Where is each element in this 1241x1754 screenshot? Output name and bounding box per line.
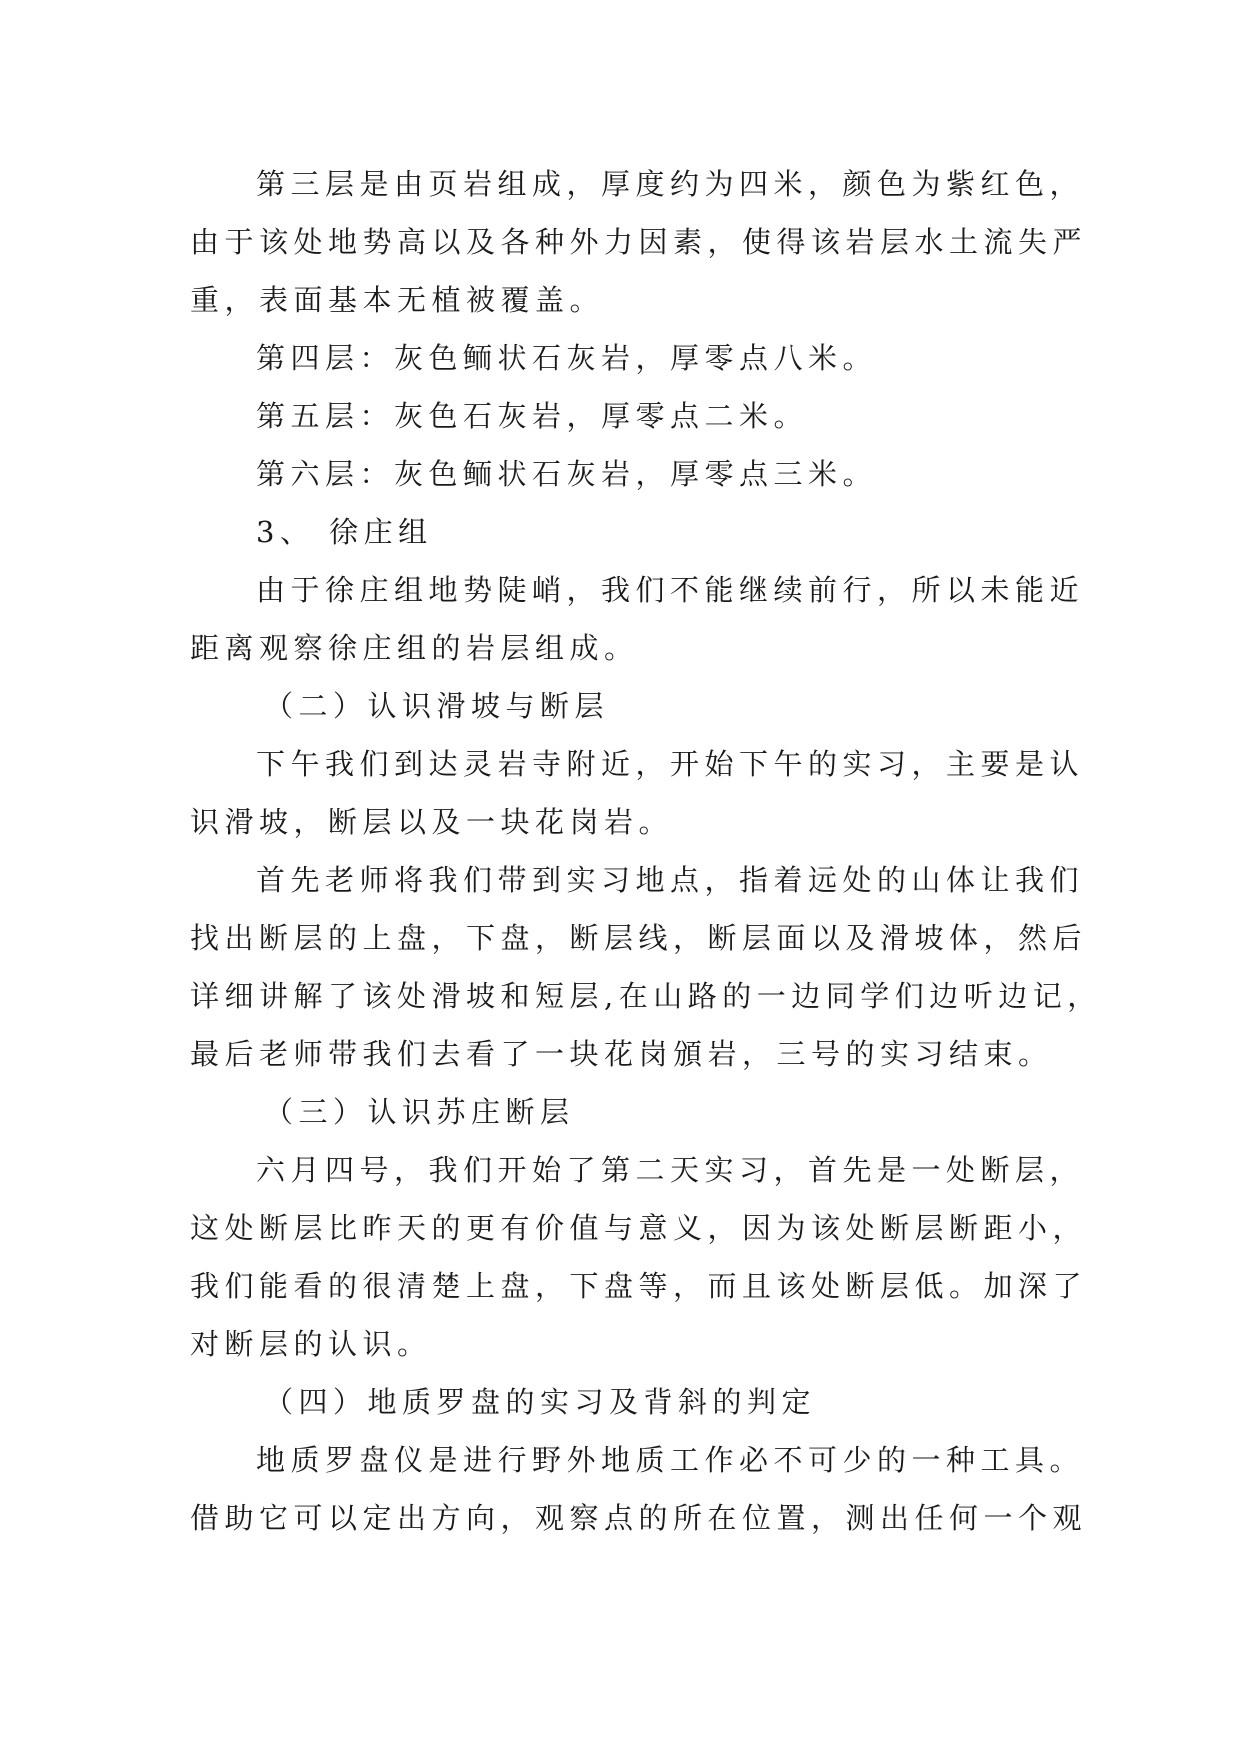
paragraph-line: 首先老师将我们带到实习地点，指着远处的山体让我们 (256, 863, 1085, 897)
paragraph-line: 由于该处地势高以及各种外力因素，使得该岩层水土流失严 (190, 225, 1088, 259)
paragraph-line: 识滑坡，断层以及一块花岗岩。 (190, 805, 674, 839)
section-heading: （三）认识苏庄断层 (264, 1095, 575, 1129)
paragraph-line: 第六层：灰色鲕状石灰岩，厚零点三米。 (256, 457, 878, 491)
paragraph-line: 第三层是由页岩组成，厚度约为四米，颜色为紫红色， (256, 167, 1085, 201)
paragraph-line: 找出断层的上盘，下盘，断层线，断层面以及滑坡体，然后 (190, 921, 1088, 955)
paragraph-line: 第四层：灰色鲕状石灰岩，厚零点八米。 (256, 341, 878, 375)
section-heading: （四）地质罗盘的实习及背斜的判定 (264, 1385, 817, 1419)
paragraph-line: 第五层：灰色石灰岩，厚零点二米。 (256, 399, 809, 433)
paragraph-line: 由于徐庄组地势陡峭，我们不能继续前行，所以未能近 (256, 573, 1085, 607)
paragraph-line: 最后老师带我们去看了一块花岗頒岩，三号的实习结束。 (190, 1037, 1053, 1071)
paragraph-line: 我们能看的很清楚上盘，下盘等，而且该处断层低。加深了 (190, 1269, 1088, 1303)
paragraph-line: 下午我们到达灵岩寺附近，开始下午的实习，主要是认 (256, 747, 1085, 781)
paragraph-line: 六月四号，我们开始了第二天实习，首先是一处断层， (256, 1153, 1085, 1187)
paragraph-line: 对断层的认识。 (190, 1327, 432, 1361)
paragraph-line: 重，表面基本无植被覆盖。 (190, 283, 605, 317)
paragraph-line: 距离观察徐庄组的岩层组成。 (190, 631, 639, 665)
paragraph-line: 借助它可以定出方向，观察点的所在位置，测出任何一个观 (190, 1501, 1088, 1535)
paragraph-line: 详细讲解了该处滑坡和短层,在山路的一边同学们边听边记， (190, 979, 1102, 1013)
section-heading: （二）认识滑坡与断层 (264, 689, 610, 723)
section-heading: 3、 徐庄组 (256, 515, 433, 549)
paragraph-line: 地质罗盘仪是进行野外地质工作必不可少的一种工具。 (256, 1443, 1085, 1477)
paragraph-line: 这处断层比昨天的更有价值与意义，因为该处断层断距小， (190, 1211, 1088, 1245)
